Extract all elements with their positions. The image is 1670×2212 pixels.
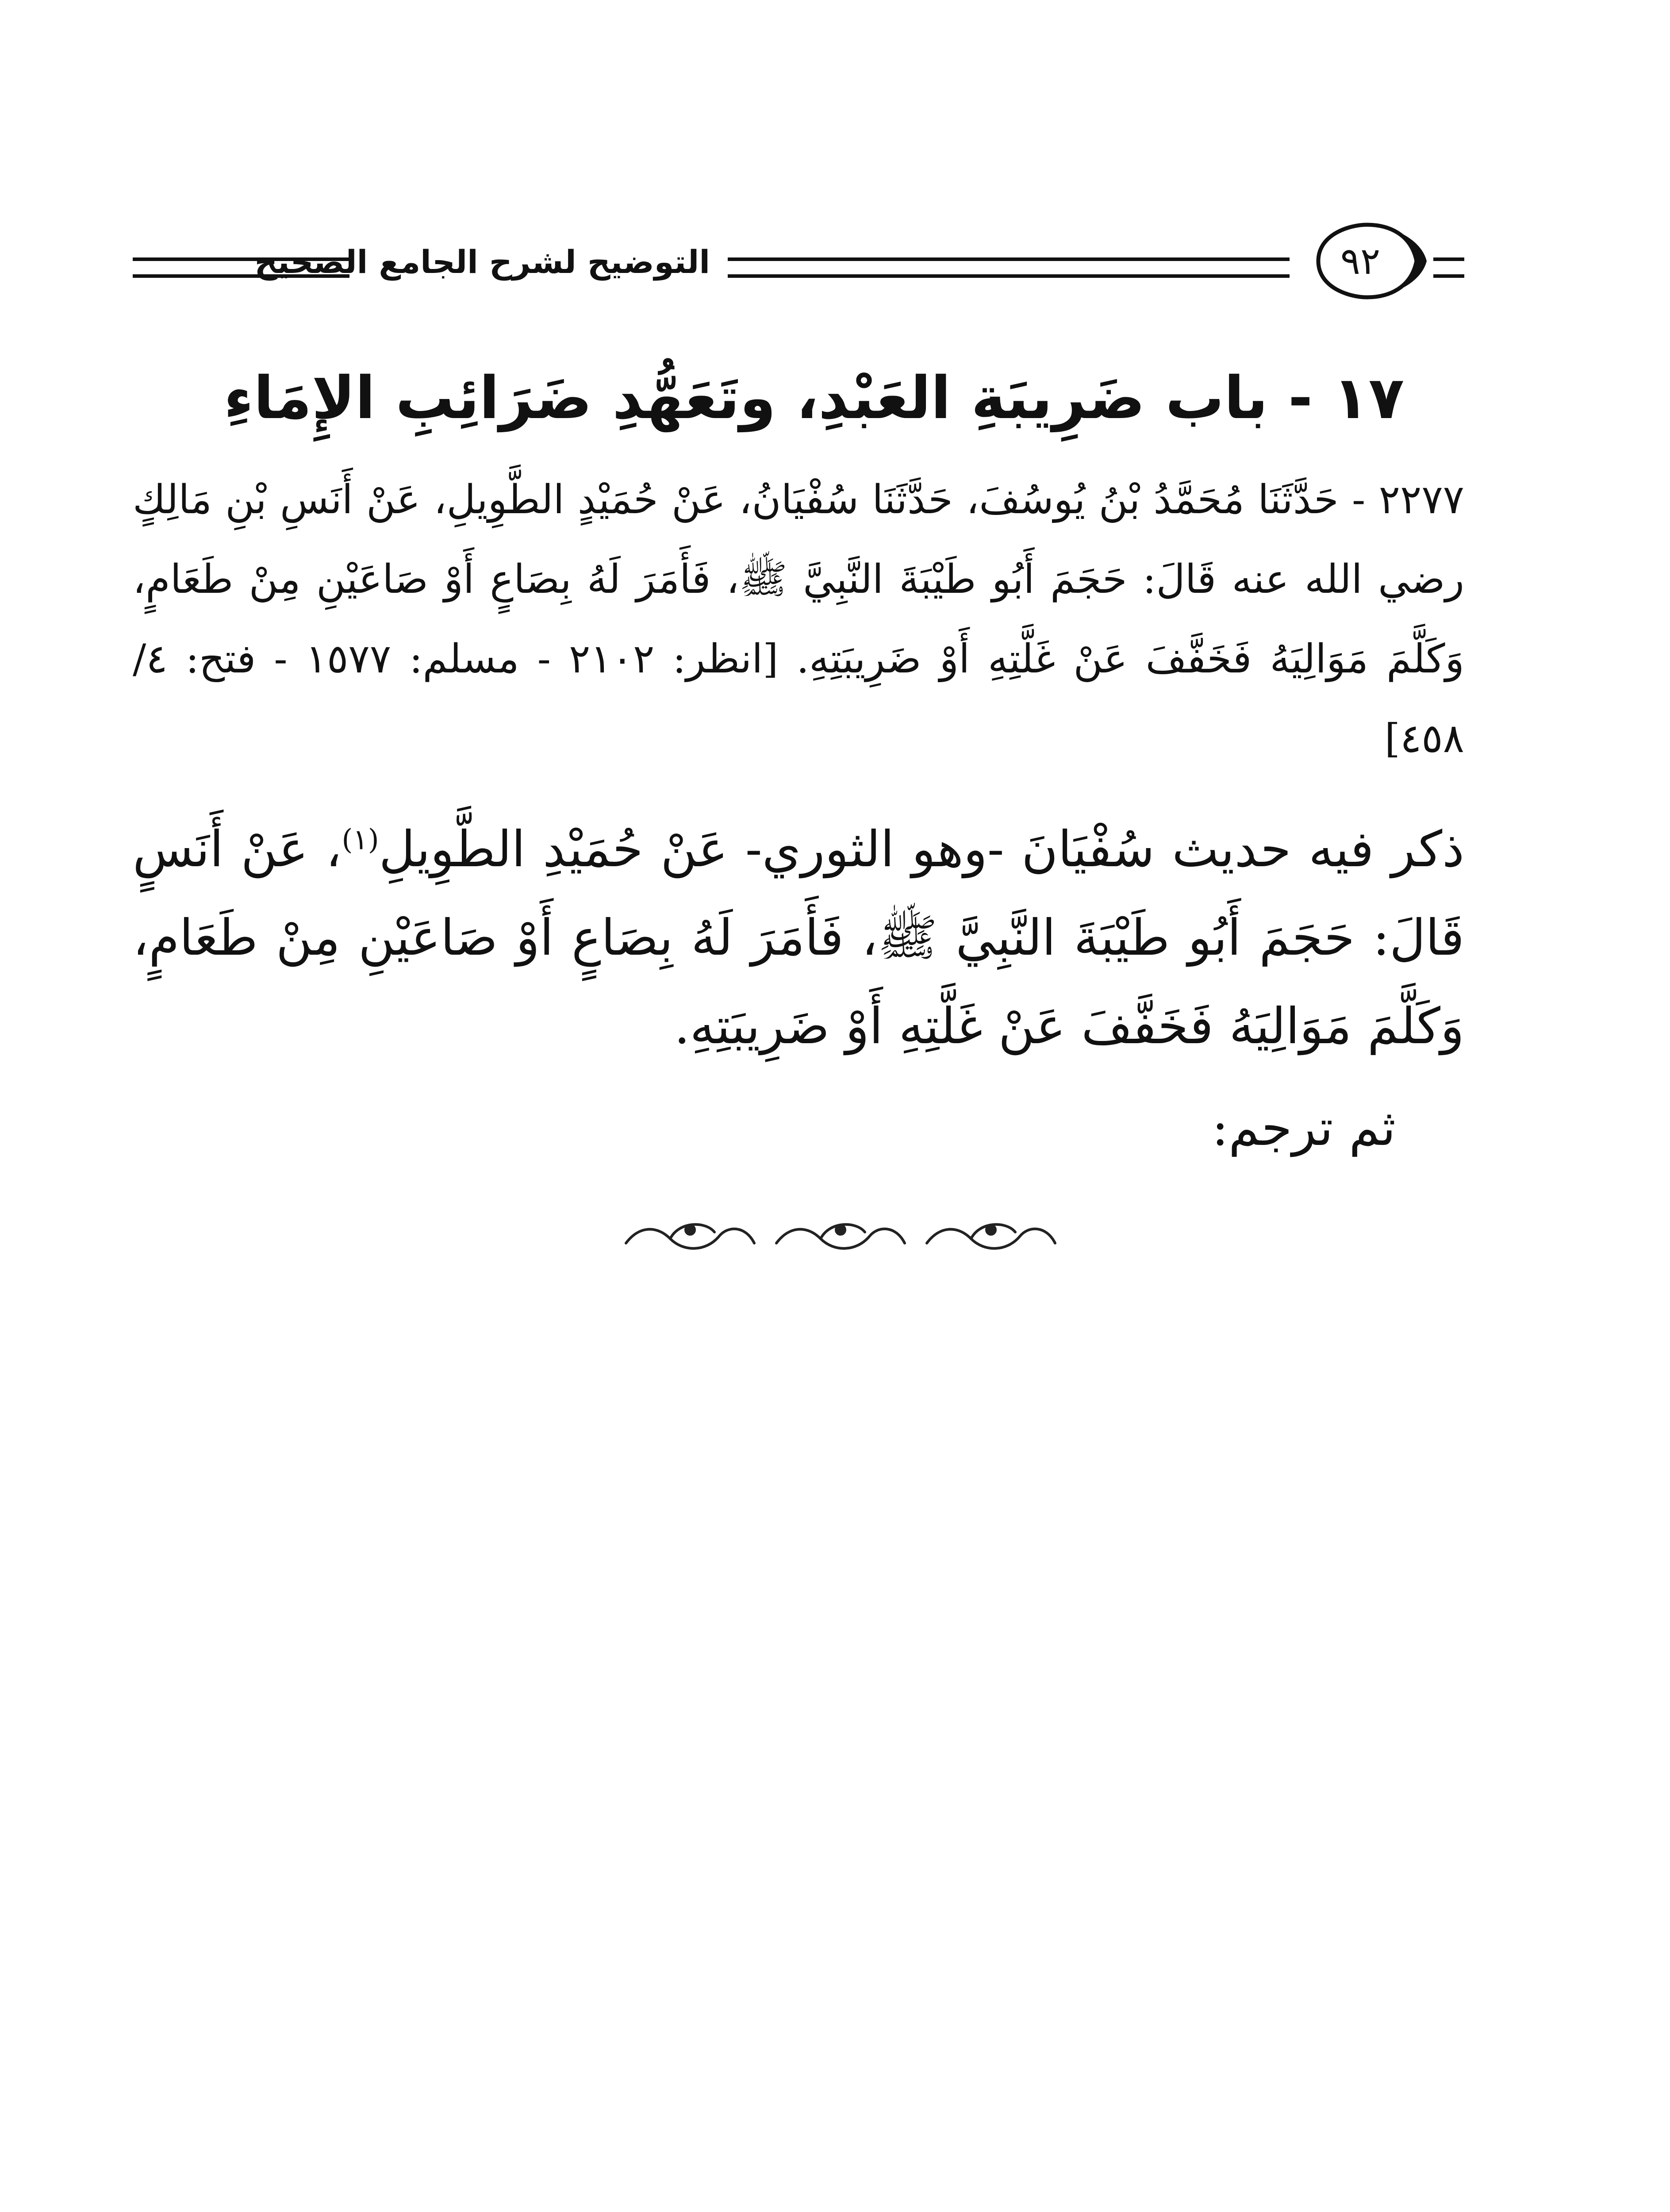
chapter-heading: ١٧ - باب ضَرِيبَةِ العَبْدِ، وتَعَهُّدِ ضَرَائِبِ الإِمَاءِ — [223, 364, 1405, 432]
hadith-text: ٢٢٧٧ - حَدَّثَنَا مُحَمَّدُ بْنُ يُوسُفَ، حَدَّثَنَا سُفْيَانُ، عَنْ حُمَيْدٍ الطَّوِيلِ، عَنْ أَنَسِ بْنِ مَالِكٍ رضي الله عنه قَالَ: حَجَمَ أَبُو طَيْبَةَ النَّبِيَّ ﷺ، فَأَمَرَ لَهُ بِصَاعٍ أَوْ صَاعَيْنِ مِنْ طَعَامٍ، وَكَلَّمَ مَوَالِيَهُ فَخَفَّفَ عَنْ غَلَّتِهِ أَوْ ضَرِيبَتِهِ. — [133, 476, 1464, 682]
header-rule-right — [1433, 257, 1464, 278]
commentary-text-after-note: ، عَنْ أَنَسٍ قَالَ: حَجَمَ أَبُو طَيْبَةَ النَّبِيَّ ﷺ، فَأَمَرَ لَهُ بِصَاعٍ أَوْ صَاعَيْنِ مِنْ طَعَامٍ، وَكَلَّمَ مَوَالِيَهُ فَخَفَّفَ عَنْ غَلَّتِهِ أَوْ ضَرِيبَتِهِ. — [133, 821, 1464, 1055]
hadith-reference: [انظر: ٢١٠٢ - مسلم: ١٥٧٧ - فتح: ٤/ ٤٥٨] — [133, 636, 1464, 762]
commentary-text-before-note: ذكر فيه حديث سُفْيَانَ -وهو الثوري- عَنْ حُمَيْدِ الطَّوِيلِ — [379, 821, 1465, 878]
header-rule-middle — [728, 257, 1290, 278]
ornament-flourish — [626, 1225, 754, 1248]
running-header — [133, 208, 1464, 319]
hadith-text-block — [133, 460, 1464, 779]
footnote-reference: (١) — [342, 823, 379, 856]
section-ornament-icon — [617, 1212, 1060, 1261]
ornament-flourish — [927, 1225, 1055, 1248]
commentary-paragraph — [133, 805, 1464, 1071]
book-title: التوضيح لشرح الجامع الصحيح — [254, 243, 710, 280]
page-number: ٩٢ — [1340, 239, 1381, 283]
page-number-badge — [1301, 217, 1433, 305]
ornament-flourish — [776, 1225, 905, 1248]
commentary-transition: ثم ترجم: — [1212, 1099, 1396, 1157]
